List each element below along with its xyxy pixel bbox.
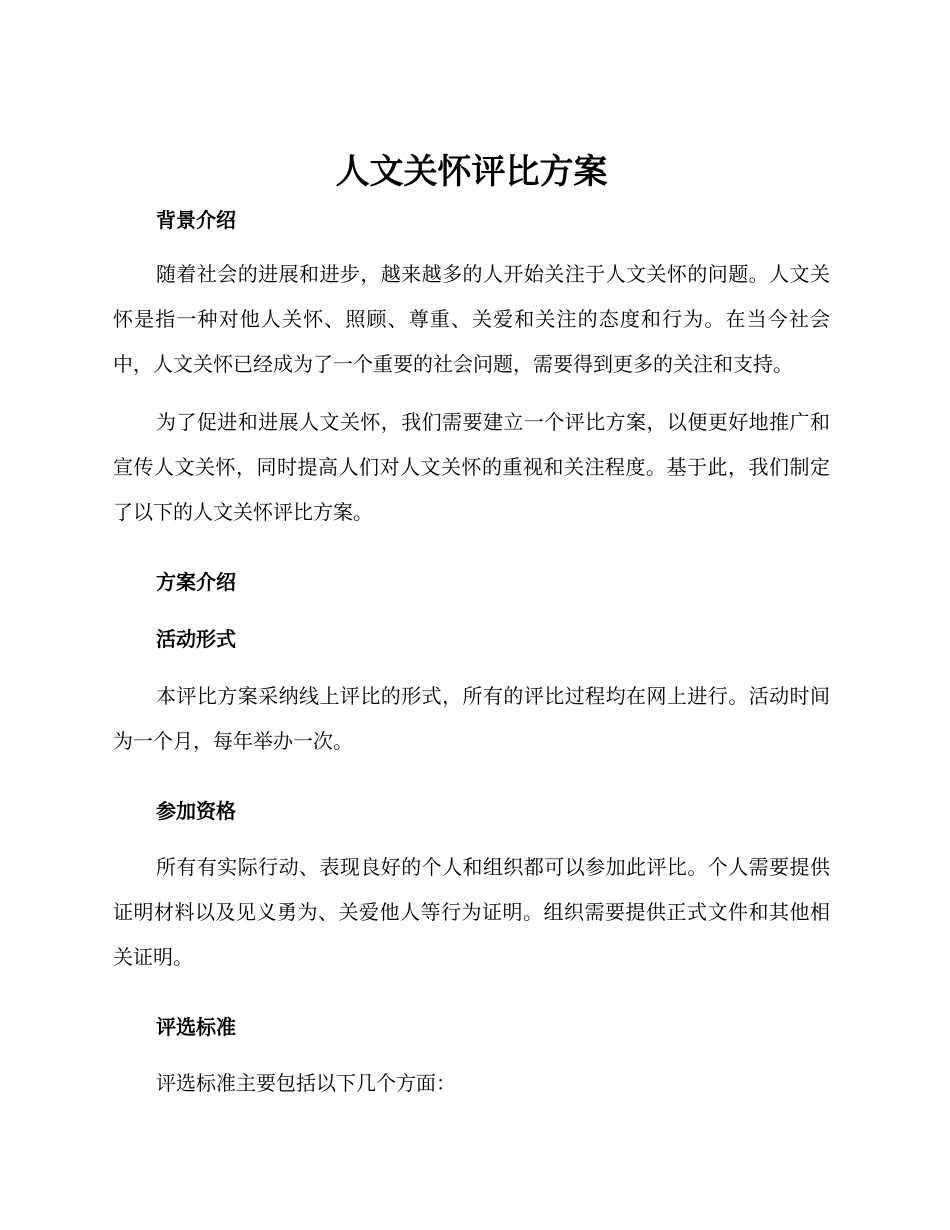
section-heading-background: 背景介绍 bbox=[156, 208, 236, 232]
section-heading-eligibility: 参加资格 bbox=[156, 799, 236, 823]
paragraph-eligibility: 所有有实际行动、表现良好的个人和组织都可以参加此评比。个人需要提供证明材料以及见义勇为、关爱他人等行为证明。组织需要提供正式文件和其他相关证明。 bbox=[113, 855, 830, 969]
section-heading-criteria: 评选标准 bbox=[156, 1015, 236, 1039]
paragraph-background-2: 为了促进和进展人文关怀，我们需要建立一个评比方案，以便更好地推广和宣传人文关怀，同时提高人们对人文关怀的重视和关注程度。基于此，我们制定了以下的人文关怀评比方案。 bbox=[113, 410, 830, 524]
paragraph-criteria: 评选标准主要包括以下几个方面： bbox=[156, 1071, 456, 1095]
document-title: 人文关怀评比方案 bbox=[335, 152, 608, 192]
paragraph-format: 本评比方案采纳线上评比的形式，所有的评比过程均在网上进行。活动时间为一个月，每年举办一次。 bbox=[113, 684, 830, 753]
section-heading-format: 活动形式 bbox=[156, 627, 236, 651]
section-heading-plan: 方案介绍 bbox=[156, 570, 236, 594]
paragraph-background-1: 随着社会的进展和进步，越来越多的人开始关注于人文关怀的问题。人文关怀是指一种对他人关怀、照顾、尊重、关爱和关注的态度和行为。在当今社会中，人文关怀已经成为了一个重要的社会问题，需要得到更多的关注和支持。 bbox=[113, 262, 830, 376]
